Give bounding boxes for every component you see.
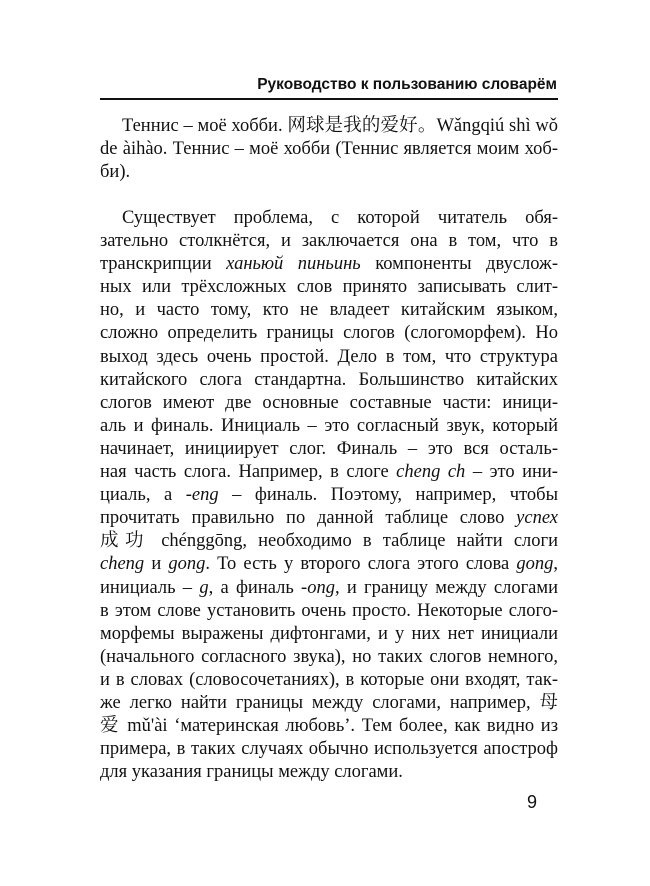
text-run: . То есть у второго слога этого слова (205, 554, 517, 575)
italic-term: gong (168, 554, 206, 575)
paragraph-2-line-6: сложно определить границы слогов (слогоморфем). Но (100, 323, 558, 344)
paragraph-2-line-7: выход здесь очень простой. Дело в том, что структура (100, 346, 558, 367)
running-head: Руководство к пользованию словарём (257, 76, 557, 93)
paragraph-2-line-20: (начального согласного звука), но таких слогов немного, (100, 646, 558, 667)
paragraph-2-line-14 (100, 507, 558, 530)
text-run: ная часть слога. Например, в слоге (100, 462, 397, 483)
italic-term: g (199, 577, 209, 598)
paragraph-2-line-12 (100, 461, 558, 484)
italic-term: успех (516, 508, 558, 529)
paragraph-2-line-15: 成功 chénggōng, необходимо в таблице найти слоги (100, 531, 558, 552)
paragraph-1-line-1: Теннис – моё хобби. 网球是我的爱好。Wǎngqiú shì wǒ (122, 116, 558, 136)
paragraph-2-line-10: аль и финаль. Инициаль – это согласный звук, который (100, 415, 558, 436)
paragraph-2-line-23: 爱 mǔ'ài ‘материнская любовь’. Тем более, как видно из (100, 716, 558, 737)
text-run: транскрипции (100, 254, 227, 275)
italic-term: cheng ch (396, 462, 466, 483)
paragraph-2-line-3 (100, 253, 558, 276)
paragraph-2-line-2: зательно столкнётся, и заключается она в том, что в (100, 231, 558, 252)
text-run: – финаль. Поэтому, например, чтобы (218, 485, 558, 506)
paragraph-2-line-9: слогов имеют две основные составные части: иници- (100, 392, 558, 413)
paragraph-1-line-3: би). (100, 162, 131, 183)
italic-term: -eng (185, 485, 219, 506)
text-run: прочитать правильно по данной таблице слово (100, 508, 517, 529)
paragraph-2-line-18: в этом слове установить очень просто. Некоторые слого- (100, 600, 558, 621)
paragraph-2-line-21: и в словах (словосочетаниях), в которые они входят, так- (100, 669, 558, 690)
paragraph-2-line-22: же легко найти границы между слогами, например, 母 (100, 692, 558, 713)
text-run: инициаль – (100, 577, 200, 598)
paragraph-2-line-8: китайского слога стандартна. Большинство китайских (100, 369, 558, 390)
text-run: – это ини- (465, 462, 558, 483)
text-run: циаль, а (100, 485, 186, 506)
paragraph-2-line-11: начинает, инициирует слог. Финаль – это вся осталь- (100, 438, 558, 459)
text-run: , и границу между слогами (334, 577, 559, 598)
paragraph-2-line-19: морфемы выражены дифтонгами, и у них нет инициали (100, 623, 558, 644)
paragraph-2 (100, 207, 558, 784)
paragraph-2-line-16 (100, 553, 558, 576)
paragraph-2-line-17 (100, 577, 558, 600)
italic-term: -ong (301, 577, 335, 598)
italic-term: gong (516, 554, 554, 575)
paragraph-2-line-4: ных или трёхсложных слов принято записывать слит- (100, 277, 558, 298)
paragraph-2-line-25: для указания границы между слогами. (100, 762, 403, 783)
text-run: , а финаль (208, 577, 302, 598)
text-run: и (144, 554, 169, 575)
text-run: компоненты двуслож- (360, 254, 558, 275)
paragraph-2-line-13 (100, 484, 558, 507)
italic-term: cheng (100, 554, 145, 575)
header-rule (100, 98, 558, 100)
paragraph-2-line-1: Существует проблема, с которой читатель обя- (122, 208, 558, 228)
paragraph-2-line-24: примера, в таких случаях обычно используется апостроф (100, 739, 558, 760)
paragraph-1-line-2: de àihào. Теннис – моё хобби (Теннис является моим хоб- (100, 139, 558, 160)
page-number: 9 (527, 792, 538, 812)
italic-term: ханьюй пиньинь (226, 254, 361, 275)
paragraph-1 (100, 115, 558, 184)
text-run: , (553, 554, 558, 575)
paragraph-2-line-5: но, и часто тому, кто не владеет китайским языком, (100, 300, 558, 321)
